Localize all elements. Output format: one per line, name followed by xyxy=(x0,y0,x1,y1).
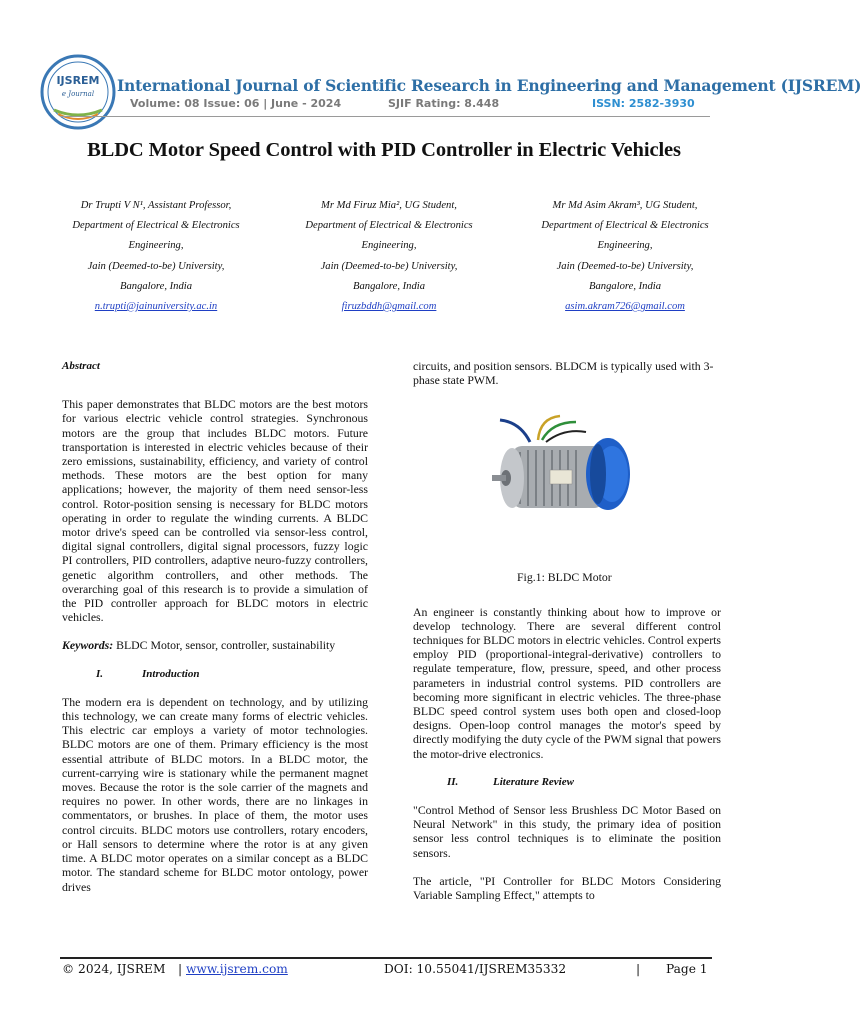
section-number: II. xyxy=(447,775,459,788)
body-paragraph: An engineer is constantly thinking about how to improve or develop technology. There are several different control techniques for BLDC motors in electric vehicles. Control experts employ PID (proportional-integral-derivative) controllers to regulate temperature, flow, pressure, speed, and other process parameters in industrial control systems. PID controllers are becoming more significant in electric vehicles. The three-phase BLDC speed control system uses both open and closed-loop designs. Open-loop control manages the motor's speed by directly modifying the duty cycle of the PWM signal that powers the motor-drive electronics. xyxy=(413,604,721,761)
continuation-text: circuits, and position sensors. BLDCM is typically used with 3-phase state PWM. xyxy=(413,359,714,388)
paper-title: BLDC Motor Speed Control with PID Controller in Electric Vehicles xyxy=(87,139,681,161)
section-heading-introduction xyxy=(62,667,368,681)
author-department-cont: Engineering, xyxy=(128,240,184,252)
author-department-cont: Engineering, xyxy=(597,240,653,252)
abstract-text: This paper demonstrates that BLDC motors are the best motors for various electric vehicle control strategies. Synchronous motors are the group that includes BLDC motors. Future transportation is interested in electric vehicles because of their zero emissions, sustainability, efficiency, and variety of control methods. These motors are the best option for many applications; however, the majority of them need sensor-less control. Rotor-position sensing is necessary for BLDC motors operating in order to regulate the winding currents. A BLDC motor drive's speed can be controlled via sensor-less control, digital signal controllers, digital signal processors, fuzzy logic PI controllers, PID controllers, adaptive neuro-fuzzy controllers, genetic algorithm controllers, and other methods. The overarching goal of this research is to provide a simulation of the PID controller approach for BLDC motors in electric vehicles. xyxy=(62,397,368,625)
section-number: I. xyxy=(96,667,104,680)
footer-website-link[interactable]: www.ijsrem.com xyxy=(186,962,288,976)
author-university: Jain (Deemed-to-be) University, xyxy=(320,260,458,272)
ijsrem-logo xyxy=(38,52,118,132)
author-email-link[interactable]: n.trupti@jainuniversity.ac.in xyxy=(94,301,218,313)
footer-copyright: © 2024, IJSREM xyxy=(62,962,166,976)
section-heading-literature-review xyxy=(413,775,721,789)
author-city: Bangalore, India xyxy=(353,280,425,292)
author-block-3 xyxy=(515,196,735,317)
keywords xyxy=(62,638,368,652)
author-city: Bangalore, India xyxy=(120,280,192,292)
sjif-rating: SJIF Rating: 8.448 xyxy=(388,97,500,110)
author-department: Department of Electrical & Electronics xyxy=(541,220,709,232)
author-email-link[interactable]: firuzbddh@gmail.com xyxy=(341,301,437,313)
author-block-2 xyxy=(279,196,499,317)
volume-issue: Volume: 08 Issue: 06 | June - 2024 xyxy=(130,97,342,110)
logo-text: IJSREM xyxy=(56,74,100,87)
page-number: Page 1 xyxy=(666,962,708,976)
footer-divider xyxy=(60,957,712,959)
left-column xyxy=(62,359,368,894)
author-name: Mr Md Firuz Mia², UG Student, xyxy=(321,200,457,211)
author-block-1 xyxy=(46,196,266,317)
footer-doi: DOI: 10.55041/IJSREM35332 xyxy=(384,962,567,976)
journal-title: International Journal of Scientific Research in Engineering and Management (IJSREM) xyxy=(117,76,861,95)
figure-caption: Fig.1: BLDC Motor xyxy=(517,570,612,585)
issn: ISSN: 2582-3930 xyxy=(592,97,695,110)
introduction-text: The modern era is dependent on technology, and by utilizing this technology, we can create many forms of electric vehicles. This electric car employs a variety of motor technologies. BLDC motors are one of them. Primary efficiency is the most essential attribute of BLDC motors. In a BLDC motor, the current-carrying wire is stationary while the permanent magnet moves. Because the rotor is the sole carrier of the magnets and requires no power. In other words, there are no linkages in commentators, or brushes. In place of them, the motor uses control circuits. BLDC motors use controllers, rotary encoders, or Hall sensors to determine where the rotor is at any given time. A BLDC motor operates on a similar concept as a BLDC motor. The standard scheme for BLDC motor ontology, power drives xyxy=(62,694,368,894)
header-divider xyxy=(60,116,710,117)
section-title: Literature Review xyxy=(493,775,574,788)
body-paragraph: "Control Method of Sensor less Brushless DC Motor Based on Neural Network" in this study, the primary idea of position sensor less control techniques is to eliminate the position sensors. xyxy=(413,803,721,860)
footer-separator: | xyxy=(636,962,641,976)
body-paragraph: The article, "PI Controller for BLDC Motors Considering Variable Sampling Effect," attempts to xyxy=(413,873,721,903)
author-city: Bangalore, India xyxy=(589,280,661,292)
keywords-text: BLDC Motor, sensor, controller, sustainability xyxy=(116,638,336,653)
logo-subtext: e Journal xyxy=(61,90,95,98)
author-name: Dr Trupti V N¹, Assistant Professor, xyxy=(80,200,232,211)
author-department: Department of Electrical & Electronics xyxy=(72,220,240,232)
author-department: Department of Electrical & Electronics xyxy=(305,220,473,232)
page-footer xyxy=(62,962,722,980)
abstract-heading: Abstract xyxy=(62,360,100,372)
author-email-link[interactable]: asim.akram726@gmail.com xyxy=(565,301,685,313)
author-university: Jain (Deemed-to-be) University, xyxy=(87,260,225,272)
section-title: Introduction xyxy=(142,667,200,680)
author-department-cont: Engineering, xyxy=(361,240,417,252)
bldc-motor-image xyxy=(490,412,640,532)
keywords-label: Keywords: xyxy=(62,638,114,653)
author-name: Mr Md Asim Akram³, UG Student, xyxy=(552,200,698,211)
footer-separator: | xyxy=(178,962,183,976)
author-university: Jain (Deemed-to-be) University, xyxy=(556,260,694,272)
journal-meta-row xyxy=(130,97,695,113)
